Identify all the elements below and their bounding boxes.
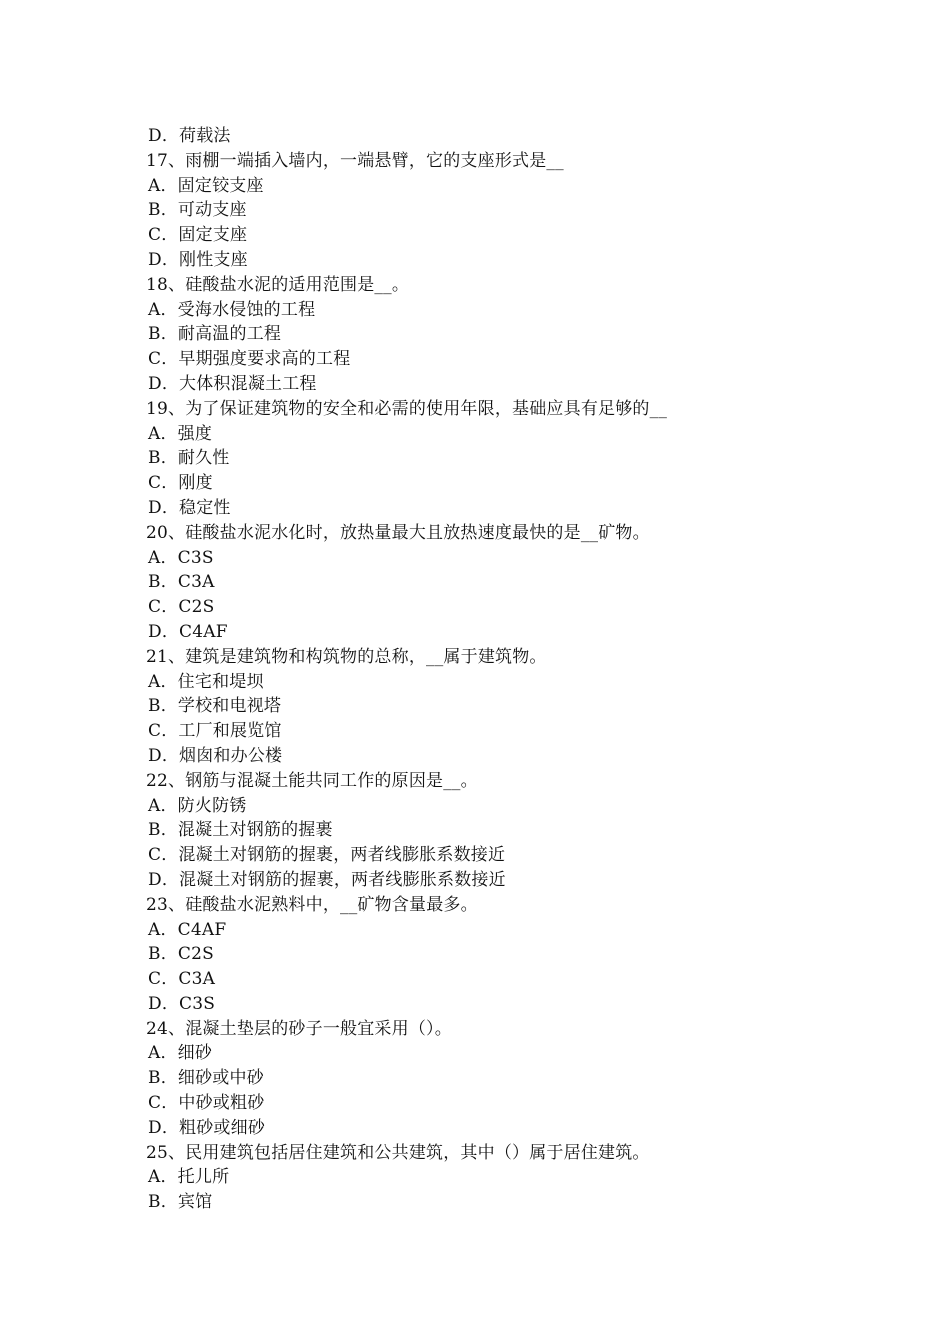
answer-option: A．托儿所: [148, 1167, 230, 1188]
question-text: 21、建筑是建筑物和构筑物的总称，__属于建筑物。: [146, 646, 547, 667]
answer-option: A．受海水侵蚀的工程: [148, 299, 316, 320]
answer-option: D．稳定性: [148, 497, 231, 518]
question-text: 19、为了保证建筑物的安全和必需的使用年限，基础应具有足够的__: [146, 398, 668, 419]
answer-option: A．住宅和堤坝: [148, 671, 264, 692]
answer-option: B．耐高温的工程: [148, 324, 282, 345]
answer-option: A．C3S: [148, 547, 214, 568]
question-text: 17、雨棚一端插入墙内，一端悬臂，它的支座形式是__: [146, 150, 564, 171]
answer-option: B．耐久性: [148, 448, 230, 469]
answer-option: A．细砂: [148, 1043, 213, 1064]
answer-option: B．宾馆: [148, 1192, 213, 1213]
answer-option: D．烟囱和办公楼: [148, 745, 283, 766]
answer-option: C．工厂和展览馆: [148, 721, 282, 742]
answer-option: B．混凝土对钢筋的握裹: [148, 820, 333, 841]
answer-option: D．刚性支座: [148, 249, 248, 270]
question-text: 25、民用建筑包括居住建筑和公共建筑，其中（）属于居住建筑。: [146, 1142, 650, 1163]
answer-option: A．C4AF: [148, 919, 227, 940]
answer-option: D．荷载法: [148, 126, 231, 146]
answer-option: B．学校和电视塔: [148, 696, 282, 717]
answer-option: D．C3S: [148, 993, 216, 1014]
answer-option: D．混凝土对钢筋的握裹，两者线膨胀系数接近: [148, 869, 506, 890]
question-text: 23、硅酸盐水泥熟料中，__矿物含量最多。: [146, 894, 478, 915]
question-text: 22、钢筋与混凝土能共同工作的原因是__。: [146, 770, 478, 791]
question-text: 20、硅酸盐水泥水化时，放热量最大且放热速度最快的是__矿物。: [146, 522, 650, 543]
answer-option: C．中砂或粗砂: [148, 1093, 265, 1114]
question-list: [146, 124, 866, 1215]
answer-option: B．C3A: [148, 572, 215, 593]
answer-option: C．早期强度要求高的工程: [148, 349, 351, 370]
answer-option: D．大体积混凝土工程: [148, 373, 317, 394]
answer-option: A．防火防锈: [148, 795, 247, 816]
answer-option: D．C4AF: [148, 621, 228, 642]
question-text: 24、混凝土垫层的砂子一般宜采用（）。: [146, 1018, 452, 1039]
answer-option: B．C2S: [148, 944, 214, 965]
answer-option: C．刚度: [148, 473, 213, 494]
answer-option: B．可动支座: [148, 200, 247, 221]
answer-option: A．固定铰支座: [148, 175, 264, 196]
answer-option: B．细砂或中砂: [148, 1068, 264, 1089]
answer-option: C．C3A: [148, 969, 216, 990]
answer-option: A．强度: [148, 423, 213, 444]
answer-option: D．粗砂或细砂: [148, 1117, 266, 1138]
answer-option: C．C2S: [148, 597, 215, 618]
answer-option: C．固定支座: [148, 225, 248, 246]
answer-option: C．混凝土对钢筋的握裹，两者线膨胀系数接近: [148, 845, 506, 866]
question-text: 18、硅酸盐水泥的适用范围是__。: [146, 274, 410, 295]
